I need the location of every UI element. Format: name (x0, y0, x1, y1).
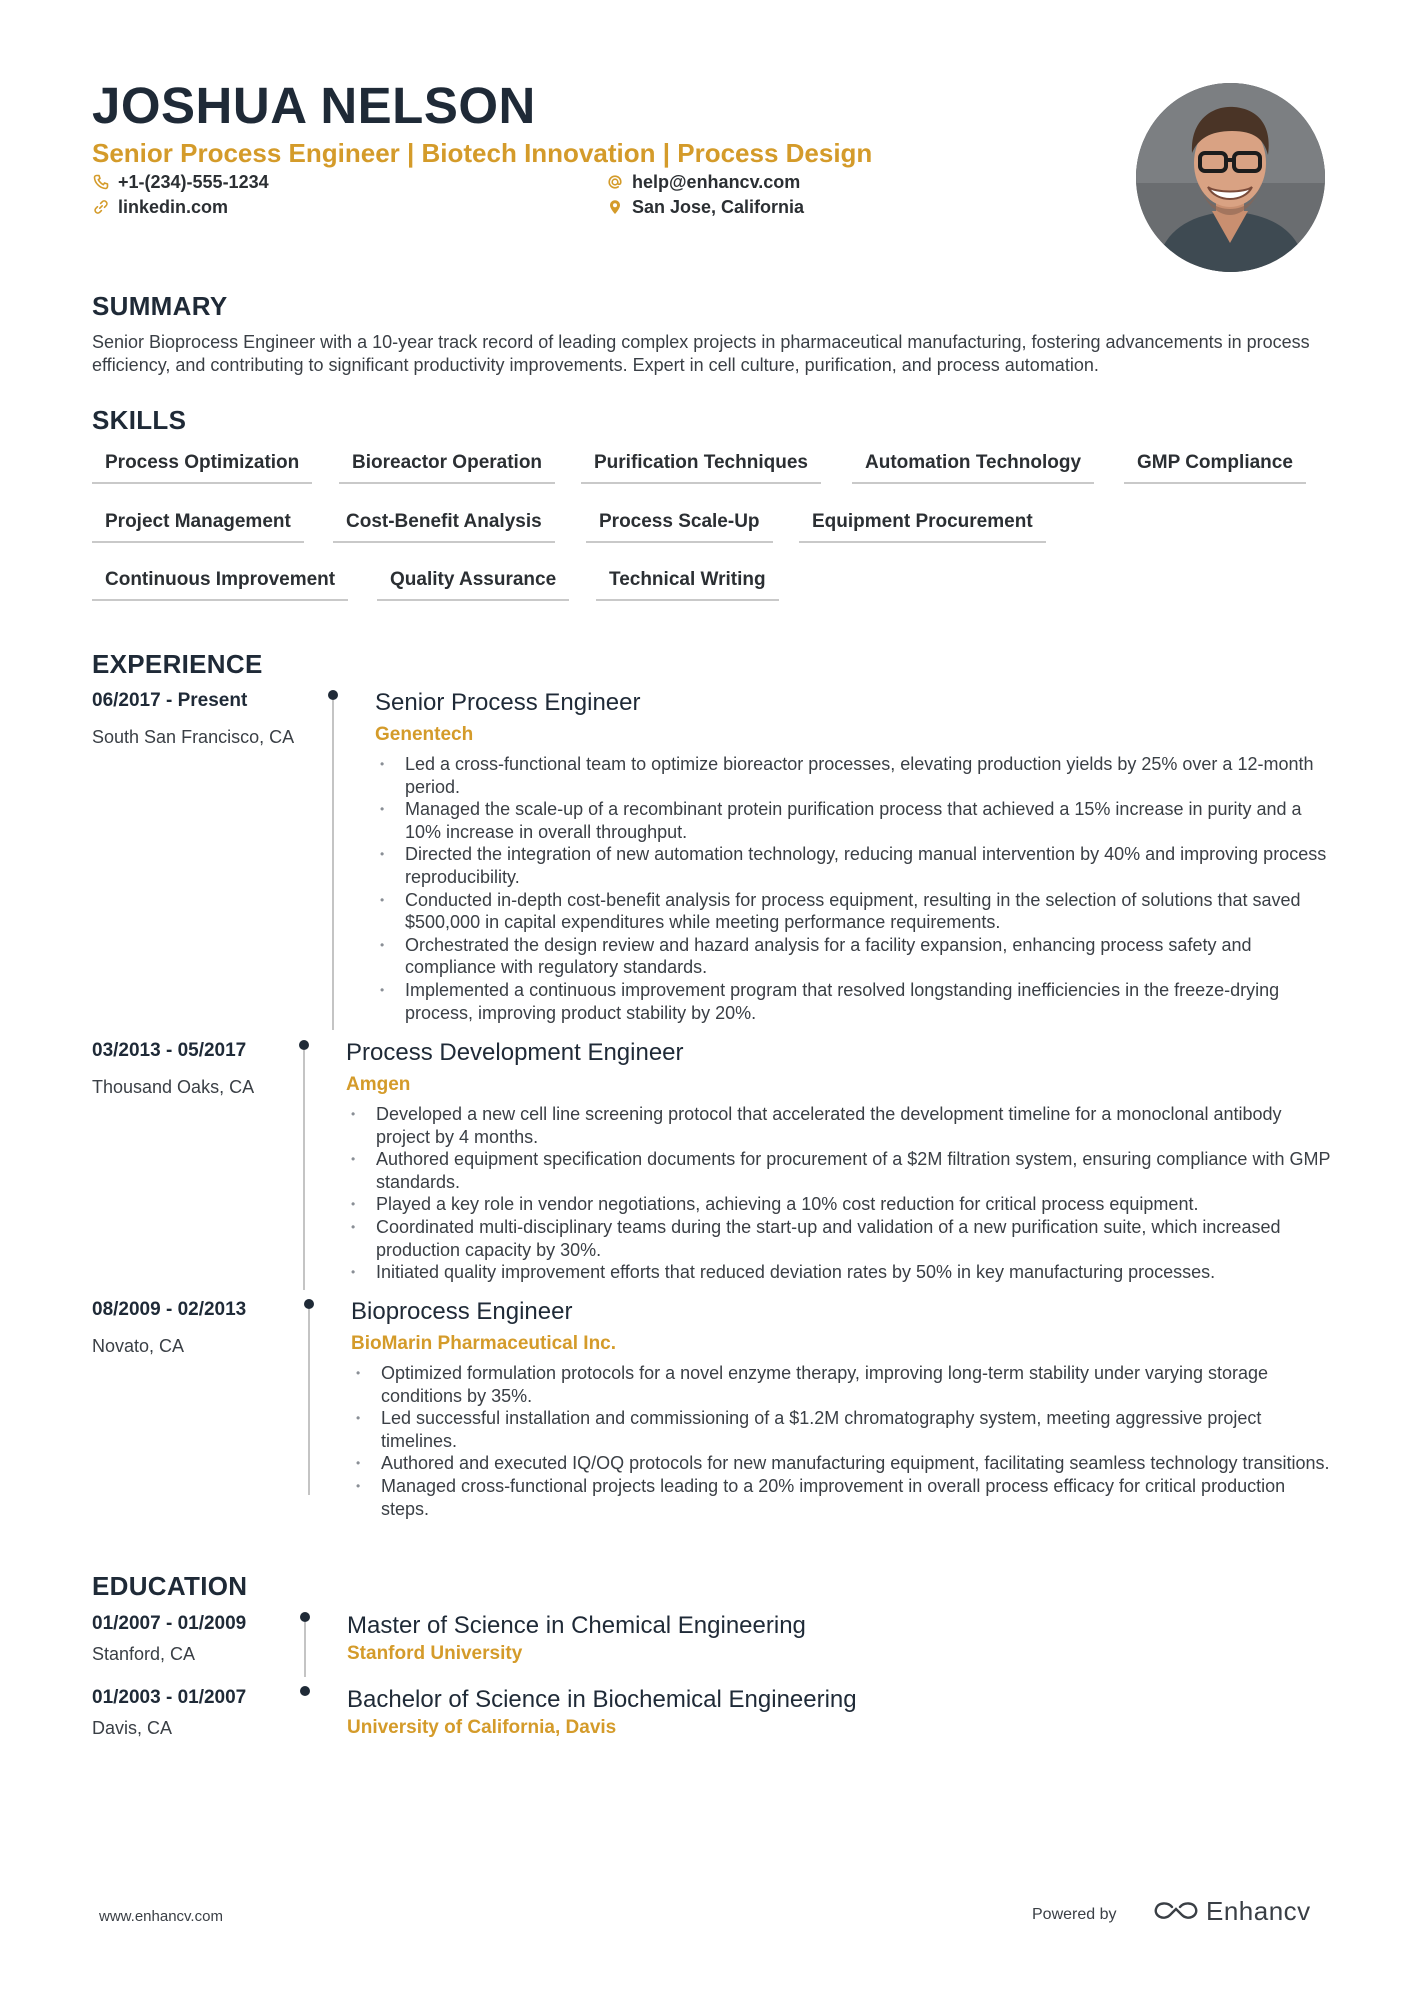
job-bullets (375, 753, 1335, 1024)
bullet-item: • Authored and executed IQ/OQ protocols for new manufacturing equipment, facilitating seamless technology transitions. (351, 1452, 1336, 1475)
school-name: Stanford University (347, 1643, 523, 1664)
bullet-item: • Initiated quality improvement efforts that reduced deviation rates by 50% in key manufacturing processes. (346, 1261, 1336, 1284)
job-location: South San Francisco, CA (92, 727, 295, 747)
bullet-item: • Played a key role in vendor negotiations, achieving a 10% cost reduction for critical process equipment. (346, 1193, 1336, 1216)
bullet-item: • Developed a new cell line screening protocol that accelerated the development timeline for a monoclonal antibody project by 4 months. (346, 1103, 1336, 1148)
skill-tag: Quality Assurance (377, 569, 569, 601)
timeline-line (308, 1309, 310, 1495)
location-text: San Jose, California (632, 196, 805, 217)
bullet-item: • Led successful installation and commissioning of a $1.2M chromatography system, meeting aggressive project timelines. (351, 1407, 1336, 1452)
skill-tag: Process Scale-Up (586, 511, 773, 543)
enhancv-logo-icon (1152, 1899, 1200, 1925)
summary-heading: SUMMARY (92, 291, 228, 321)
skill-tag: Equipment Procurement (799, 511, 1046, 543)
job-title: Process Development Engineer (346, 1039, 684, 1066)
bullet-item: • Led a cross-functional team to optimize bioreactor processes, elevating production yields by 25% over a 12-month period. (375, 753, 1335, 798)
skill-tag: Process Optimization (92, 452, 312, 484)
timeline-line (303, 1050, 305, 1290)
edu-dates: 01/2003 - 01/2007 (92, 1687, 247, 1708)
contact-linkedin[interactable] (92, 195, 228, 219)
phone-icon (92, 173, 110, 191)
at-icon (606, 173, 624, 191)
experience-heading: EXPERIENCE (92, 649, 263, 679)
edu-location: Stanford, CA (92, 1644, 196, 1664)
location-pin-icon (606, 198, 624, 216)
link-icon (92, 198, 110, 216)
company-name: Genentech (375, 724, 474, 745)
email-text: help@enhancv.com (632, 171, 801, 192)
job-title: Bioprocess Engineer (351, 1298, 573, 1325)
enhancv-logo[interactable] (1152, 1896, 1311, 1927)
education-heading: EDUCATION (92, 1571, 248, 1601)
skill-tag: Purification Techniques (581, 452, 821, 484)
linkedin-text: linkedin.com (118, 196, 229, 217)
bullet-item: • Managed cross-functional projects leading to a 20% improvement in overall process efficacy for critical production steps. (351, 1475, 1336, 1520)
degree-title: Master of Science in Chemical Engineering (347, 1612, 806, 1639)
bullet-item: • Optimized formulation protocols for a novel enzyme therapy, improving long-term stability under varying storage conditions by 35%. (351, 1362, 1336, 1407)
summary-text: Senior Bioprocess Engineer with a 10-year track record of leading complex projects in pharmaceutical manufacturing, fostering advancements in process efficiency, and contributing to significant productivity improvements. Expert in cell culture, purification, and process automation. (92, 332, 1310, 375)
job-bullets (351, 1362, 1336, 1520)
bullet-item: • Managed the scale-up of a recombinant protein purification process that achieved a 15% increase in purity and a 10% increase in overall throughput. (375, 798, 1335, 843)
timeline-dot (299, 1040, 309, 1050)
degree-title: Bachelor of Science in Biochemical Engineering (347, 1686, 857, 1713)
company-name: BioMarin Pharmaceutical Inc. (351, 1333, 617, 1354)
skill-tag: Technical Writing (596, 569, 779, 601)
bullet-item: • Implemented a continuous improvement program that resolved longstanding inefficiencies in the freeze-drying process, improving product stability by 20%. (375, 979, 1335, 1024)
contact-phone[interactable] (92, 170, 269, 194)
phone-text: +1-(234)-555-1234 (118, 171, 269, 192)
skill-tag: Automation Technology (852, 452, 1094, 484)
job-dates: 08/2009 - 02/2013 (92, 1299, 247, 1320)
contact-email[interactable] (606, 170, 800, 194)
job-dates: 06/2017 - Present (92, 690, 248, 711)
powered-by-label: Powered by (1032, 1906, 1117, 1923)
bullet-item: • Orchestrated the design review and hazard analysis for a facility expansion, enhancing process safety and compliance with regulatory standards. (375, 934, 1335, 979)
headline: Senior Process Engineer | Biotech Innovation | Process Design (92, 138, 873, 168)
profile-photo (1136, 83, 1325, 272)
edu-location: Davis, CA (92, 1718, 173, 1738)
timeline-dot (304, 1299, 314, 1309)
skill-tag: Bioreactor Operation (339, 452, 555, 484)
bullet-item: • Authored equipment specification documents for procurement of a $2M filtration system, ensuring compliance with GMP standards. (346, 1148, 1336, 1193)
job-location: Novato, CA (92, 1336, 185, 1356)
edu-dates: 01/2007 - 01/2009 (92, 1613, 247, 1634)
skill-tag: Project Management (92, 511, 304, 543)
job-title: Senior Process Engineer (375, 689, 641, 716)
skill-tag: Continuous Improvement (92, 569, 348, 601)
skill-tag: Cost-Benefit Analysis (333, 511, 555, 543)
bullet-item: • Directed the integration of new automation technology, reducing manual intervention by 40% and improving process reproducibility. (375, 843, 1335, 888)
brand-name: Enhancv (1206, 1896, 1311, 1926)
bullet-item: • Conducted in-depth cost-benefit analysis for process equipment, resulting in the selection of solutions that saved $500,000 in capital expenditures while meeting performance requirements. (375, 889, 1335, 934)
job-bullets (346, 1103, 1336, 1284)
company-name: Amgen (346, 1074, 411, 1095)
school-name: University of California, Davis (347, 1717, 617, 1738)
footer-website-link[interactable]: www.enhancv.com (99, 1908, 223, 1925)
candidate-name: JOSHUA NELSON (92, 77, 536, 134)
timeline-dot (328, 690, 338, 700)
timeline-line (304, 1622, 306, 1677)
bullet-item: • Coordinated multi-disciplinary teams during the start-up and validation of a new purification suite, which increased production capacity by 30%. (346, 1216, 1336, 1261)
timeline-line (332, 700, 334, 1030)
contact-location (606, 195, 804, 219)
job-location: Thousand Oaks, CA (92, 1077, 255, 1097)
job-dates: 03/2013 - 05/2017 (92, 1040, 247, 1061)
timeline-dot (300, 1686, 310, 1696)
timeline-dot (300, 1612, 310, 1622)
skill-tag: GMP Compliance (1124, 452, 1306, 484)
skills-heading: SKILLS (92, 405, 187, 435)
